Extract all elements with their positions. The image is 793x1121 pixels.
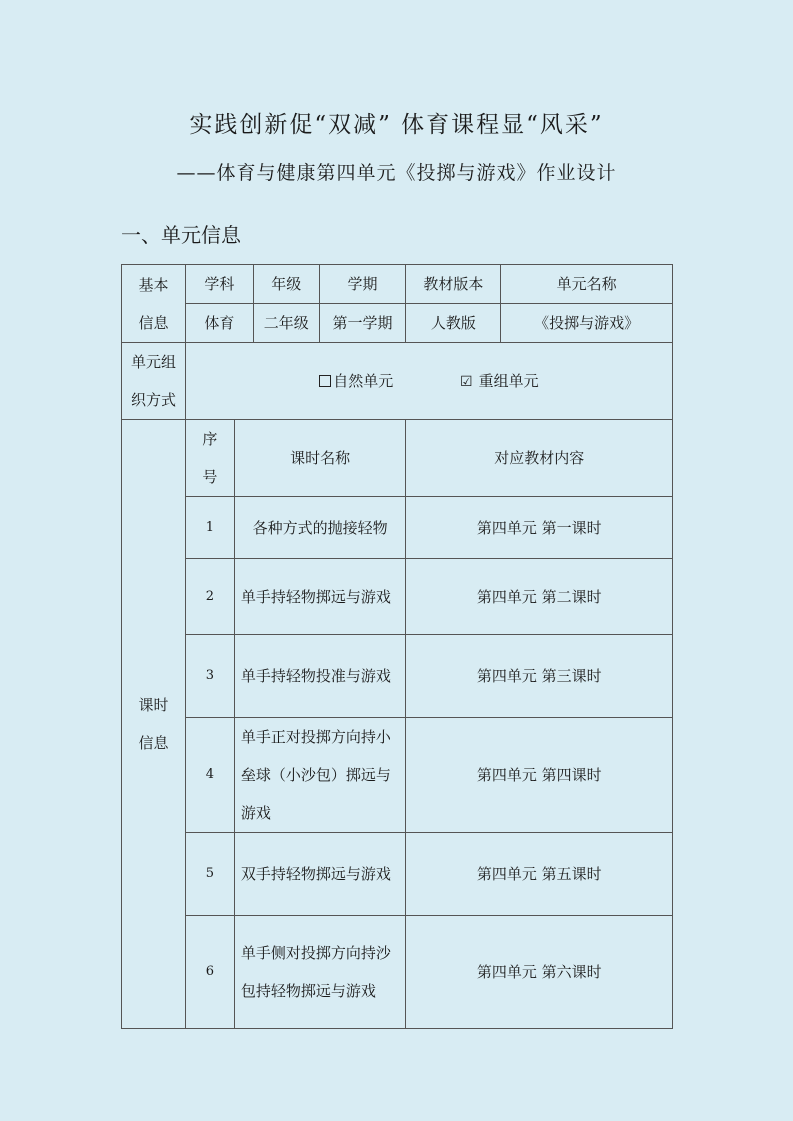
value-subject: 体育 bbox=[185, 304, 253, 343]
lesson-name: 各种方式的抛接轻物 bbox=[234, 497, 406, 559]
document-subtitle: ——体育与健康第四单元《投掷与游戏》作业设计 bbox=[176, 162, 617, 184]
header-edition: 教材版本 bbox=[406, 265, 501, 304]
value-edition: 人教版 bbox=[406, 304, 501, 343]
header-semester: 学期 bbox=[319, 265, 406, 304]
document-title: 实践创新促“双减” 体育课程显“风采” bbox=[189, 112, 604, 138]
basic-info-label: 基本 信息 bbox=[122, 265, 186, 343]
lesson-number: 5 bbox=[185, 833, 234, 916]
table-row bbox=[122, 635, 673, 718]
header-unit-name: 单元名称 bbox=[501, 265, 673, 304]
basic-info-header-row bbox=[122, 265, 673, 304]
lesson-number: 1 bbox=[185, 497, 234, 559]
lesson-number: 4 bbox=[185, 718, 234, 833]
lesson-number: 2 bbox=[185, 559, 234, 635]
lesson-name: 双手持轻物掷远与游戏 bbox=[234, 833, 406, 916]
section-heading: 一、单元信息 bbox=[121, 223, 241, 247]
org-label: 单元组 织方式 bbox=[122, 343, 186, 420]
lesson-content: 第四单元 第六课时 bbox=[406, 916, 673, 1029]
value-unit-name: 《投掷与游戏》 bbox=[501, 304, 673, 343]
basic-info-value-row bbox=[122, 304, 673, 343]
lesson-content: 第四单元 第一课时 bbox=[406, 497, 673, 559]
org-row bbox=[122, 343, 673, 420]
lesson-content: 第四单元 第五课时 bbox=[406, 833, 673, 916]
org-options bbox=[185, 343, 672, 420]
table-row bbox=[122, 559, 673, 635]
lesson-content: 第四单元 第四课时 bbox=[406, 718, 673, 833]
value-semester: 第一学期 bbox=[319, 304, 406, 343]
unit-info-table bbox=[121, 264, 673, 1029]
col-lesson-name-header: 课时名称 bbox=[234, 420, 406, 497]
col-content-header: 对应教材内容 bbox=[406, 420, 673, 497]
header-subject: 学科 bbox=[185, 265, 253, 304]
table-row bbox=[122, 497, 673, 559]
lesson-content: 第四单元 第二课时 bbox=[406, 559, 673, 635]
lessons-label: 课时 信息 bbox=[122, 420, 186, 1029]
lesson-name: 单手持轻物投准与游戏 bbox=[234, 635, 406, 718]
unchecked-box-icon bbox=[319, 375, 331, 387]
natural-unit-option: 自然单元 bbox=[319, 372, 398, 390]
lesson-number: 6 bbox=[185, 916, 234, 1029]
lesson-name: 单手正对投掷方向持小垒球（小沙包）掷远与游戏 bbox=[234, 718, 406, 833]
table-row bbox=[122, 833, 673, 916]
table-row bbox=[122, 916, 673, 1029]
checked-box-icon: ☑ bbox=[460, 373, 473, 390]
table-row bbox=[122, 718, 673, 833]
lessons-header-row bbox=[122, 420, 673, 497]
lesson-name: 单手侧对投掷方向持沙包持轻物掷远与游戏 bbox=[234, 916, 406, 1029]
lesson-number: 3 bbox=[185, 635, 234, 718]
value-grade: 二年级 bbox=[253, 304, 319, 343]
regroup-unit-option: ☑ 重组单元 bbox=[460, 371, 539, 390]
lesson-content: 第四单元 第三课时 bbox=[406, 635, 673, 718]
header-grade: 年级 bbox=[253, 265, 319, 304]
lesson-name: 单手持轻物掷远与游戏 bbox=[234, 559, 406, 635]
col-number-header: 序 号 bbox=[185, 420, 234, 497]
